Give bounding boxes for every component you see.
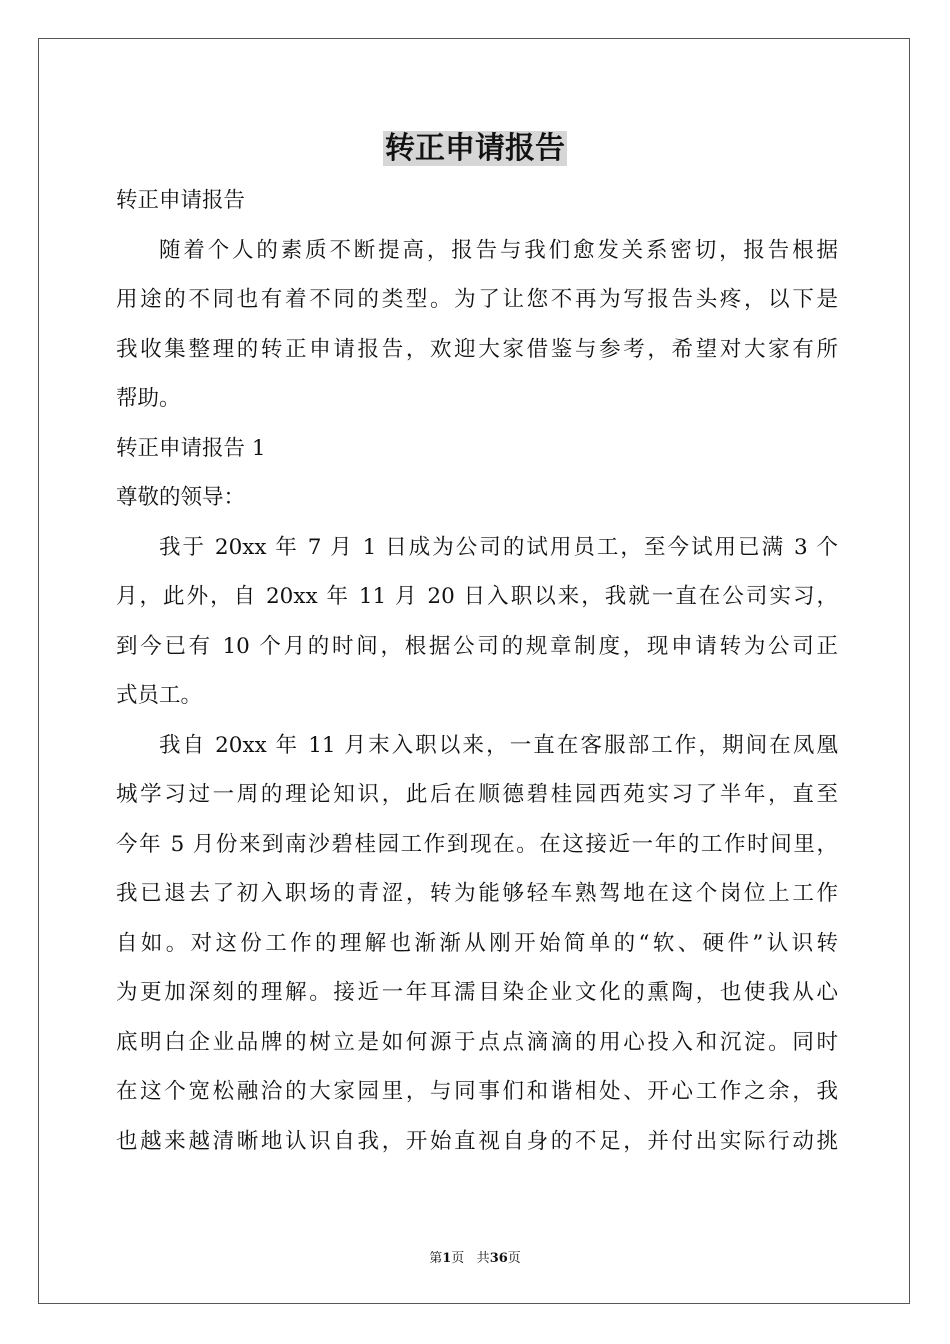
text-line: 为更加深刻的理解。接近一年耳濡目染企业文化的熏陶，也使我从心 [116,980,838,1005]
text-line: 在这个宽松融洽的大家园里，与同事们和谐相处、开心工作之余，我 [116,1079,838,1104]
text-line: 我于 20xx 年 7 月 1 日成为公司的试用员工，至今试用已满 3 个 [159,534,838,560]
text-line: 我自 20xx 年 11 月末入职以来，一直在客服部工作，期间在凤凰 [159,732,838,758]
footer-page-suffix: 页 [451,1251,465,1266]
document-title-text: 转正申请报告 [385,131,565,166]
page-footer [0,1247,950,1266]
text-line: 到今已有 10 个月的时间，根据公司的规章制度，现申请转为公司正 [116,633,838,659]
text-line: 转正申请报告 [116,188,246,213]
text-line: 月，此外，自 20xx 年 11 月 20 日入职以来，我就一直在公司实习， [116,584,838,609]
footer-total-prefix: 共 [476,1251,490,1266]
text-line: 自如。对这份工作的理解也渐渐从刚开始简单的“软、硬件”认识转 [116,930,838,956]
text-line: 帮助。 [116,386,181,411]
footer-page-prefix: 第 [429,1251,443,1266]
text-line: 式员工。 [116,683,203,708]
text-line: 今年 5 月份来到南沙碧桂园工作到现在。在这接近一年的工作时间里， [116,831,838,857]
text-line: 我收集整理的转正申请报告，欢迎大家借鉴与参考，希望对大家有所 [116,336,838,362]
footer-page-number: 1 [442,1251,452,1266]
document-body [116,176,838,1166]
text-line: 也越来越清晰地认识自我，开始直视自身的不足，并付出实际行动挑 [116,1128,838,1154]
footer-total-pages: 36 [489,1251,508,1266]
text-line: 我已退去了初入职场的青涩，转为能够轻车熟驾地在这个岗位上工作 [116,881,838,906]
document-title [0,128,950,170]
text-line: 转正申请报告 1 [116,435,266,461]
text-line: 随着个人的素质不断提高，报告与我们愈发关系密切，报告根据 [159,237,838,263]
text-line: 城学习过一周的理论知识，此后在顺德碧桂园西苑实习了半年，直至 [116,782,838,807]
text-line: 用途的不同也有着不同的类型。为了让您不再为写报告头疼，以下是 [116,287,838,312]
text-line: 尊敬的领导： [116,485,246,510]
text-line: 底明白企业品牌的树立是如何源于点点滴滴的用心投入和沉淀。同时 [116,1029,838,1055]
footer-total-suffix: 页 [507,1251,521,1266]
